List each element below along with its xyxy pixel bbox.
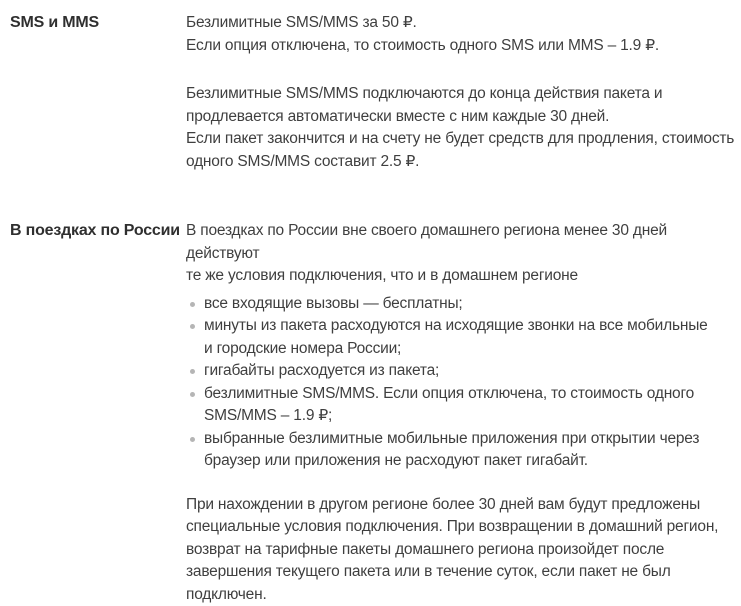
list-item xyxy=(186,293,735,316)
bullet-text-package-minutes: минуты из пакета расходуются на исходящие звонки на все мобильные и городские номера России; xyxy=(204,315,708,360)
section-label-travel-russia: В поездках по России xyxy=(10,220,186,243)
bullet-text-unlimited-sms: безлимитные SMS/MMS. Если опция отключена, то стоимость одного SMS/MMS – 1.9 ₽; xyxy=(204,383,694,428)
bullet-dot-icon xyxy=(190,437,195,442)
travel-outro-paragraph: При нахождении в другом регионе более 30 дней вам будут предложены специальные условия подключения. При возвращении в домашний регион, возврат на тарифные пакеты домашнего региона произойдет после завершения текущего пакета или в течение суток, если пакет не был подключен. xyxy=(186,494,735,606)
section-content-travel-russia xyxy=(186,220,735,606)
travel-intro-paragraph: В поездках по России вне своего домашнего региона менее 30 дней действуют те же условия подключения, что и в домашнем регионе xyxy=(186,220,735,288)
bullet-text-gigabytes: гигабайты расходуется из пакета; xyxy=(204,360,439,383)
section-label-sms-mms: SMS и MMS xyxy=(10,12,186,35)
travel-conditions-list xyxy=(186,293,735,473)
list-item xyxy=(186,360,735,383)
section-content-sms-mms xyxy=(186,12,735,173)
bullet-dot-icon xyxy=(190,369,195,374)
bullet-dot-icon xyxy=(190,302,195,307)
bullet-text-unlimited-apps: выбранные безлимитные мобильные приложения при открытии через браузер или приложения не расходуют пакет гигабайт. xyxy=(204,428,699,473)
sms-renewal-paragraph: Безлимитные SMS/MMS подключаются до конца действия пакета и продлевается автоматически вместе с ним каждые 30 дней. Если пакет закончится и на счету не будет средств для продления, стоимость одного SMS/MMS составит 2.5 ₽. xyxy=(186,83,735,173)
bullet-text-incoming-calls: все входящие вызовы — бесплатны; xyxy=(204,293,463,316)
list-item xyxy=(186,315,735,360)
bullet-dot-icon xyxy=(190,324,195,329)
list-item xyxy=(186,428,735,473)
list-item xyxy=(186,383,735,428)
section-travel-russia xyxy=(10,220,735,606)
sms-price-paragraph: Безлимитные SMS/MMS за 50 ₽. Если опция отключена, то стоимость одного SMS или MMS – 1.9 ₽. xyxy=(186,12,735,57)
bullet-dot-icon xyxy=(190,392,195,397)
section-sms-mms xyxy=(10,12,735,173)
